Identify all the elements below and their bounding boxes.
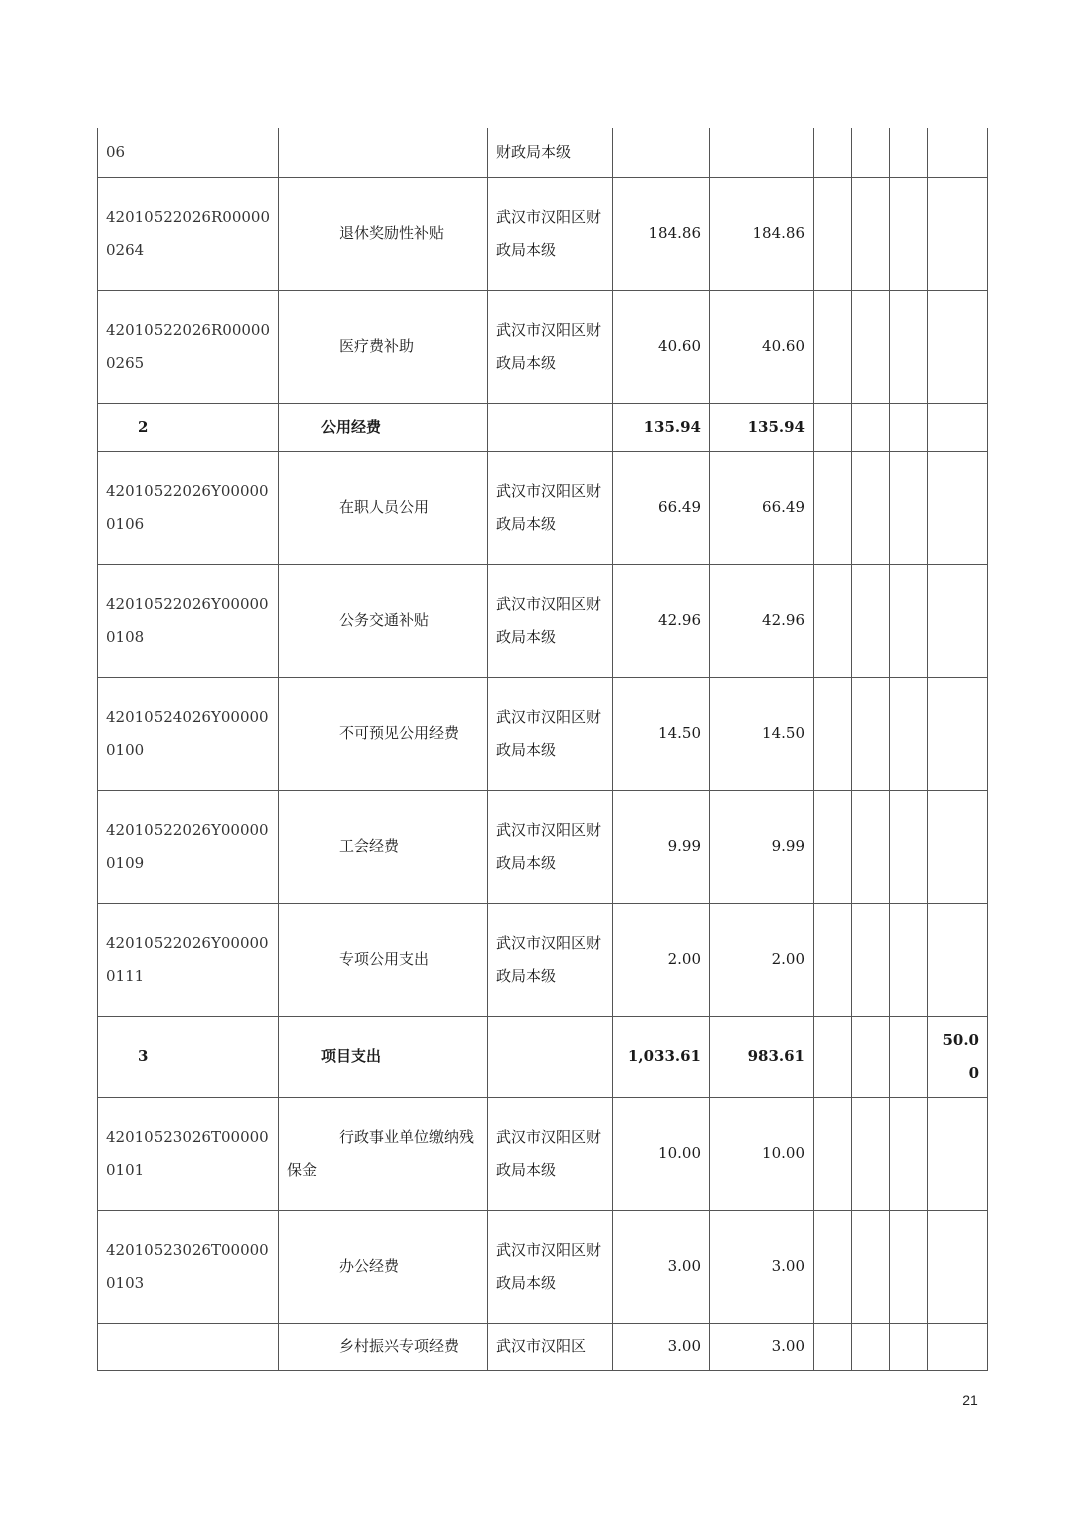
- table-row: [98, 290, 988, 403]
- category-row: [98, 1016, 988, 1097]
- empty-cell: [928, 677, 988, 790]
- project-code: 06: [98, 128, 279, 177]
- budget-unit: 武汉市汉阳区财政局本级: [488, 1210, 613, 1323]
- project-code: 42010523026T000000103: [98, 1210, 279, 1323]
- project-code: 42010522026Y000000109: [98, 790, 279, 903]
- total-amount: 66.49: [613, 451, 710, 564]
- total-amount: [613, 128, 710, 177]
- project-name: 专项公用支出: [279, 903, 488, 1016]
- project-code: 42010524026Y000000100: [98, 677, 279, 790]
- empty-cell: [814, 790, 852, 903]
- empty-cell: [928, 903, 988, 1016]
- category-index: 3: [98, 1016, 279, 1097]
- table-row: [98, 564, 988, 677]
- empty-cell: [928, 1097, 988, 1210]
- empty-cell: [852, 1097, 890, 1210]
- category-row: [98, 403, 988, 451]
- project-code: 42010522026R000000264: [98, 177, 279, 290]
- empty-cell: [890, 564, 928, 677]
- empty-cell: [488, 1016, 613, 1097]
- empty-cell: [852, 128, 890, 177]
- empty-cell: [852, 1210, 890, 1323]
- empty-cell: [852, 903, 890, 1016]
- total-amount: 184.86: [613, 177, 710, 290]
- budget-unit: 财政局本级: [488, 128, 613, 177]
- total-amount: 40.60: [613, 290, 710, 403]
- empty-cell: [488, 403, 613, 451]
- empty-cell: [928, 128, 988, 177]
- empty-cell: [890, 1097, 928, 1210]
- empty-cell: [928, 564, 988, 677]
- table-row: [98, 177, 988, 290]
- table-row: [98, 1323, 988, 1370]
- empty-cell: [814, 1016, 852, 1097]
- empty-cell: [928, 1210, 988, 1323]
- budget-unit: 武汉市汉阳区财政局本级: [488, 177, 613, 290]
- basic-amount: 3.00: [710, 1323, 814, 1370]
- empty-cell: [852, 403, 890, 451]
- project-name: 医疗费补助: [279, 290, 488, 403]
- table-row: [98, 1097, 988, 1210]
- empty-cell: [852, 451, 890, 564]
- budget-table: [97, 128, 988, 1371]
- budget-unit: 武汉市汉阳区财政局本级: [488, 290, 613, 403]
- total-amount: 3.00: [613, 1323, 710, 1370]
- basic-amount: 10.00: [710, 1097, 814, 1210]
- total-amount: 9.99: [613, 790, 710, 903]
- total-amount: 135.94: [613, 403, 710, 451]
- project-name: 办公经费: [279, 1210, 488, 1323]
- empty-cell: [928, 451, 988, 564]
- total-amount: 14.50: [613, 677, 710, 790]
- empty-cell: [890, 677, 928, 790]
- total-amount: 42.96: [613, 564, 710, 677]
- category-name: 项目支出: [279, 1016, 488, 1097]
- project-name: 工会经费: [279, 790, 488, 903]
- basic-amount: 9.99: [710, 790, 814, 903]
- project-code: [98, 1323, 279, 1370]
- empty-cell: [852, 564, 890, 677]
- table-row: [98, 128, 988, 177]
- project-name: 行政事业单位缴纳残保金: [279, 1097, 488, 1210]
- project-code: 42010523026T000000101: [98, 1097, 279, 1210]
- budget-unit: 武汉市汉阳区财政局本级: [488, 451, 613, 564]
- basic-amount: [710, 128, 814, 177]
- basic-amount: 983.61: [710, 1016, 814, 1097]
- project-name: 在职人员公用: [279, 451, 488, 564]
- empty-cell: [928, 790, 988, 903]
- project-code: 42010522026Y000000111: [98, 903, 279, 1016]
- empty-cell: [814, 128, 852, 177]
- project-name: 公务交通补贴: [279, 564, 488, 677]
- project-code: 42010522026R000000265: [98, 290, 279, 403]
- basic-amount: 66.49: [710, 451, 814, 564]
- project-name: [279, 128, 488, 177]
- empty-cell: [814, 177, 852, 290]
- empty-cell: [814, 1097, 852, 1210]
- project-code: 42010522026Y000000106: [98, 451, 279, 564]
- empty-cell: [814, 1210, 852, 1323]
- empty-cell: [890, 128, 928, 177]
- budget-unit: 武汉市汉阳区财政局本级: [488, 903, 613, 1016]
- total-amount: 2.00: [613, 903, 710, 1016]
- table-row: [98, 903, 988, 1016]
- table-row: [98, 790, 988, 903]
- empty-cell: [852, 677, 890, 790]
- empty-cell: [890, 403, 928, 451]
- basic-amount: 42.96: [710, 564, 814, 677]
- budget-unit: 武汉市汉阳区财政局本级: [488, 790, 613, 903]
- extra-amount: 50.00: [928, 1016, 988, 1097]
- empty-cell: [928, 177, 988, 290]
- empty-cell: [890, 1323, 928, 1370]
- total-amount: 3.00: [613, 1210, 710, 1323]
- empty-cell: [890, 290, 928, 403]
- empty-cell: [814, 403, 852, 451]
- empty-cell: [852, 1323, 890, 1370]
- basic-amount: 3.00: [710, 1210, 814, 1323]
- budget-unit: 武汉市汉阳区财政局本级: [488, 564, 613, 677]
- empty-cell: [852, 290, 890, 403]
- total-amount: 1,033.61: [613, 1016, 710, 1097]
- project-name: 不可预见公用经费: [279, 677, 488, 790]
- empty-cell: [814, 903, 852, 1016]
- empty-cell: [852, 1016, 890, 1097]
- project-code: 42010522026Y000000108: [98, 564, 279, 677]
- empty-cell: [814, 677, 852, 790]
- table-row: [98, 451, 988, 564]
- empty-cell: [852, 177, 890, 290]
- empty-cell: [928, 1323, 988, 1370]
- basic-amount: 14.50: [710, 677, 814, 790]
- empty-cell: [814, 290, 852, 403]
- empty-cell: [890, 1016, 928, 1097]
- table-row: [98, 1210, 988, 1323]
- budget-unit: 武汉市汉阳区财政局本级: [488, 1097, 613, 1210]
- empty-cell: [890, 451, 928, 564]
- page-number: 21: [962, 1392, 978, 1408]
- empty-cell: [814, 1323, 852, 1370]
- basic-amount: 135.94: [710, 403, 814, 451]
- project-name: 退休奖励性补贴: [279, 177, 488, 290]
- budget-unit: 武汉市汉阳区: [488, 1323, 613, 1370]
- basic-amount: 40.60: [710, 290, 814, 403]
- category-index: 2: [98, 403, 279, 451]
- empty-cell: [928, 290, 988, 403]
- empty-cell: [814, 451, 852, 564]
- empty-cell: [890, 790, 928, 903]
- extra-amount: [928, 403, 988, 451]
- total-amount: 10.00: [613, 1097, 710, 1210]
- basic-amount: 184.86: [710, 177, 814, 290]
- budget-unit: 武汉市汉阳区财政局本级: [488, 677, 613, 790]
- project-name: 乡村振兴专项经费: [279, 1323, 488, 1370]
- empty-cell: [890, 1210, 928, 1323]
- category-name: 公用经费: [279, 403, 488, 451]
- basic-amount: 2.00: [710, 903, 814, 1016]
- empty-cell: [890, 903, 928, 1016]
- empty-cell: [852, 790, 890, 903]
- empty-cell: [814, 564, 852, 677]
- table-row: [98, 677, 988, 790]
- empty-cell: [890, 177, 928, 290]
